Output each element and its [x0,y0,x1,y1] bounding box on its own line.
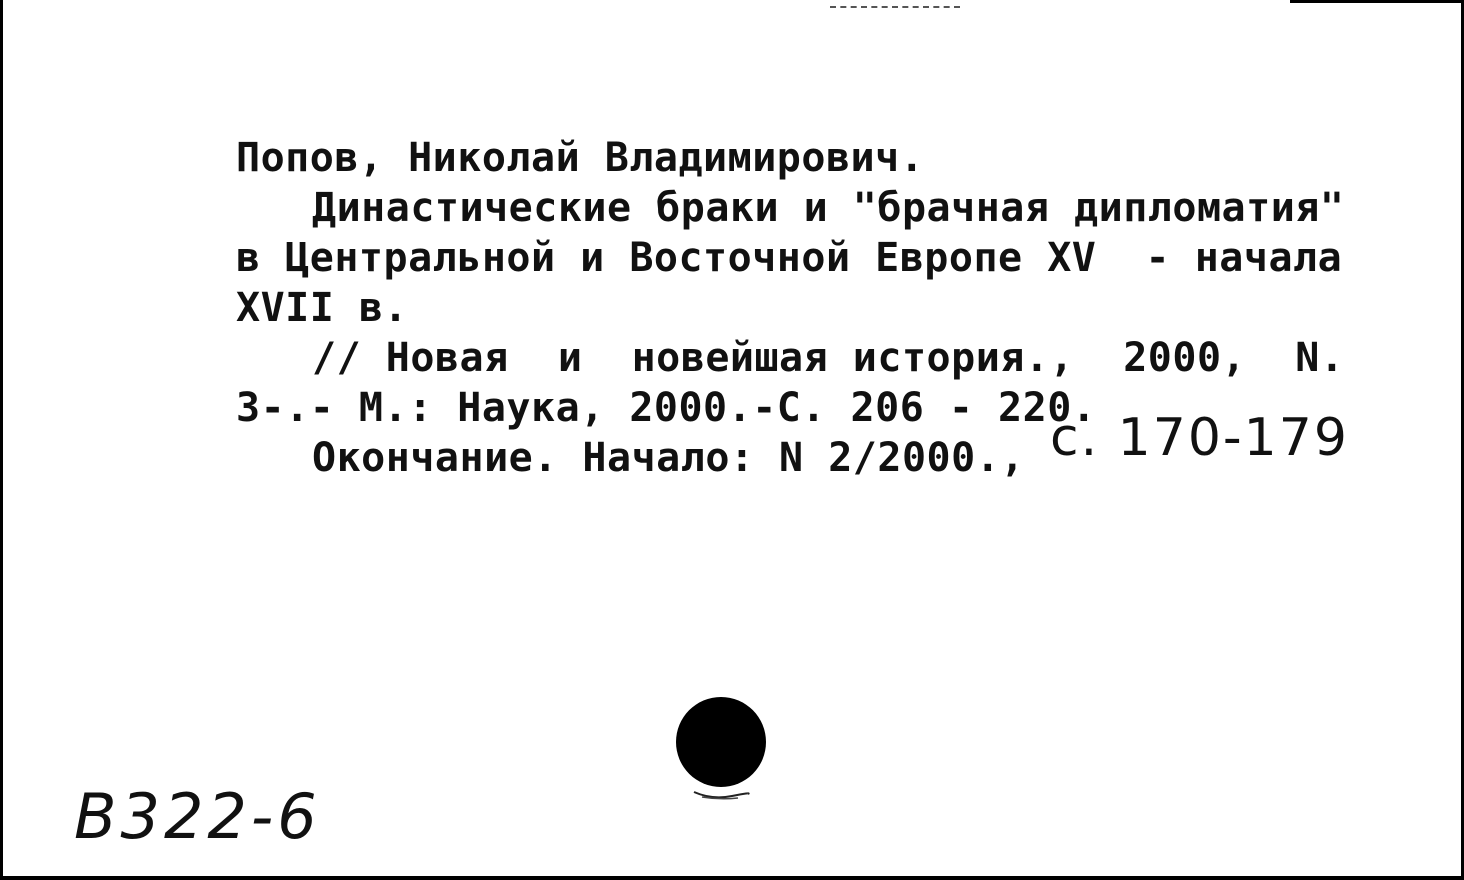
card-border-left [0,0,3,880]
title-line-1: Династические браки и "брачная дипломатия" [312,185,1345,231]
punch-hole-smudge [692,788,750,800]
title-line-3: XVII в. [236,285,409,331]
card-border-top [1290,0,1464,3]
title-line-2: в Центральной и Восточной Европе XV - начала [236,235,1343,281]
author-line: Попов, Николай Владимирович. [236,135,925,181]
note-line: Окончание. Начало: N 2/2000., [312,435,1025,481]
source-line-1: // Новая и новейшая история., 2000, N. [312,335,1345,381]
handwritten-shelfmark: В322-6 [74,780,321,853]
punch-hole [676,697,766,787]
scan-artifact-dashes [830,6,960,18]
card-border-bottom [0,876,1464,880]
handwritten-pages-note: с. 170-179 [1050,408,1349,468]
source-line-2: 3-.- М.: Наука, 2000.-С. 206 - 220. [236,385,1097,431]
